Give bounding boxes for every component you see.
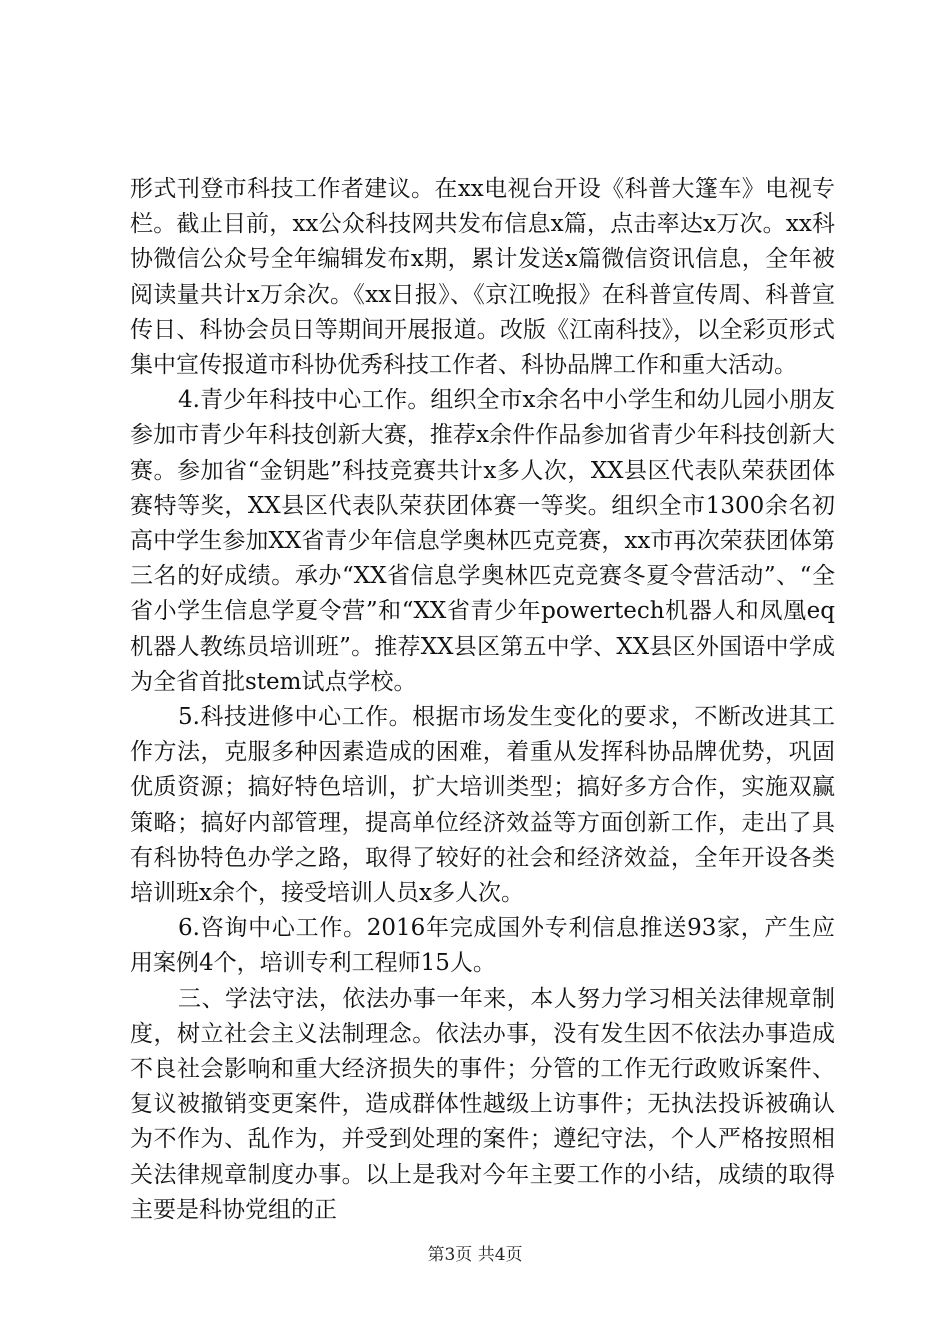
paragraph-consulting-center: 6.咨询中心工作。2016年完成国外专利信息推送93家，产生应用案例4个，培训专利工程师15人。 bbox=[130, 915, 835, 977]
paragraph-training-center: 5.科技进修中心工作。根据市场发生变化的要求，不断改进其工作方法，克服多种因素造成的困难，着重从发挥科协品牌优势，巩固优质资源；搞好特色培训，扩大培训类型；搞好多方合作，实施双赢策略；搞好内部管理，提高单位经济效益等方面创新工作，走出了具有科协特色办学之路，取得了较好的社会和经济效益，全年开设各类培训班x余个，接受培训人员x多人次。 bbox=[130, 704, 835, 907]
document-body bbox=[130, 172, 835, 1228]
paragraph-youth-tech-center: 4.青少年科技中心工作。组织全市x余名中小学生和幼儿园小朋友参加市青少年科技创新大赛，推荐x余件作品参加省青少年科技创新大赛。参加省“金钥匙”科技竞赛共计x多人次，XX县区代表队荣获团体赛特等奖，XX县区代表队荣获团体赛一等奖。组织全市1300余名初高中学生参加XX省青少年信息学奥林匹克竞赛，xx市再次荣获团体第三名的好成绩。承办“XX省信息学奥林匹克竞赛冬夏令营活动”、“全省小学生信息学夏令营”和“XX省青少年powertech机器人和凤凰eq机器人教练员培训班”。推荐XX县区第五中学、XX县区外国语中学成为全省首批stem试点学校。 bbox=[130, 387, 835, 695]
paragraph-law-compliance: 三、学法守法，依法办事一年来，本人努力学习相关法律规章制度，树立社会主义法制理念。依法办事，没有发生因不依法办事造成不良社会影响和重大经济损失的事件；分管的工作无行政败诉案件、复议被撤销变更案件，造成群体性越级上访事件；无执法投诉被确认为不作为、乱作为，并受到处理的案件；遵纪守法，个人严格按照相关法律规章制度办事。以上是我对今年主要工作的小结，成绩的取得主要是科协党组的正 bbox=[130, 985, 835, 1223]
paragraph-continuation: 形式刊登市科技工作者建议。在xx电视台开设《科普大篷车》电视专栏。截止目前，xx公众科技网共发布信息x篇，点击率达x万次。xx科协微信公众号全年编辑发布x期，累计发送x篇微信资讯信息，全年被阅读量共计x万余次。《xx日报》、《京江晚报》在科普宣传周、科普宣传日、科协会员日等期间开展报道。改版《江南科技》，以全彩页形式集中宣传报道市科协优秀科技工作者、科协品牌工作和重大活动。 bbox=[130, 176, 835, 379]
page-number-footer: 第3页 共4页 bbox=[427, 1245, 523, 1265]
